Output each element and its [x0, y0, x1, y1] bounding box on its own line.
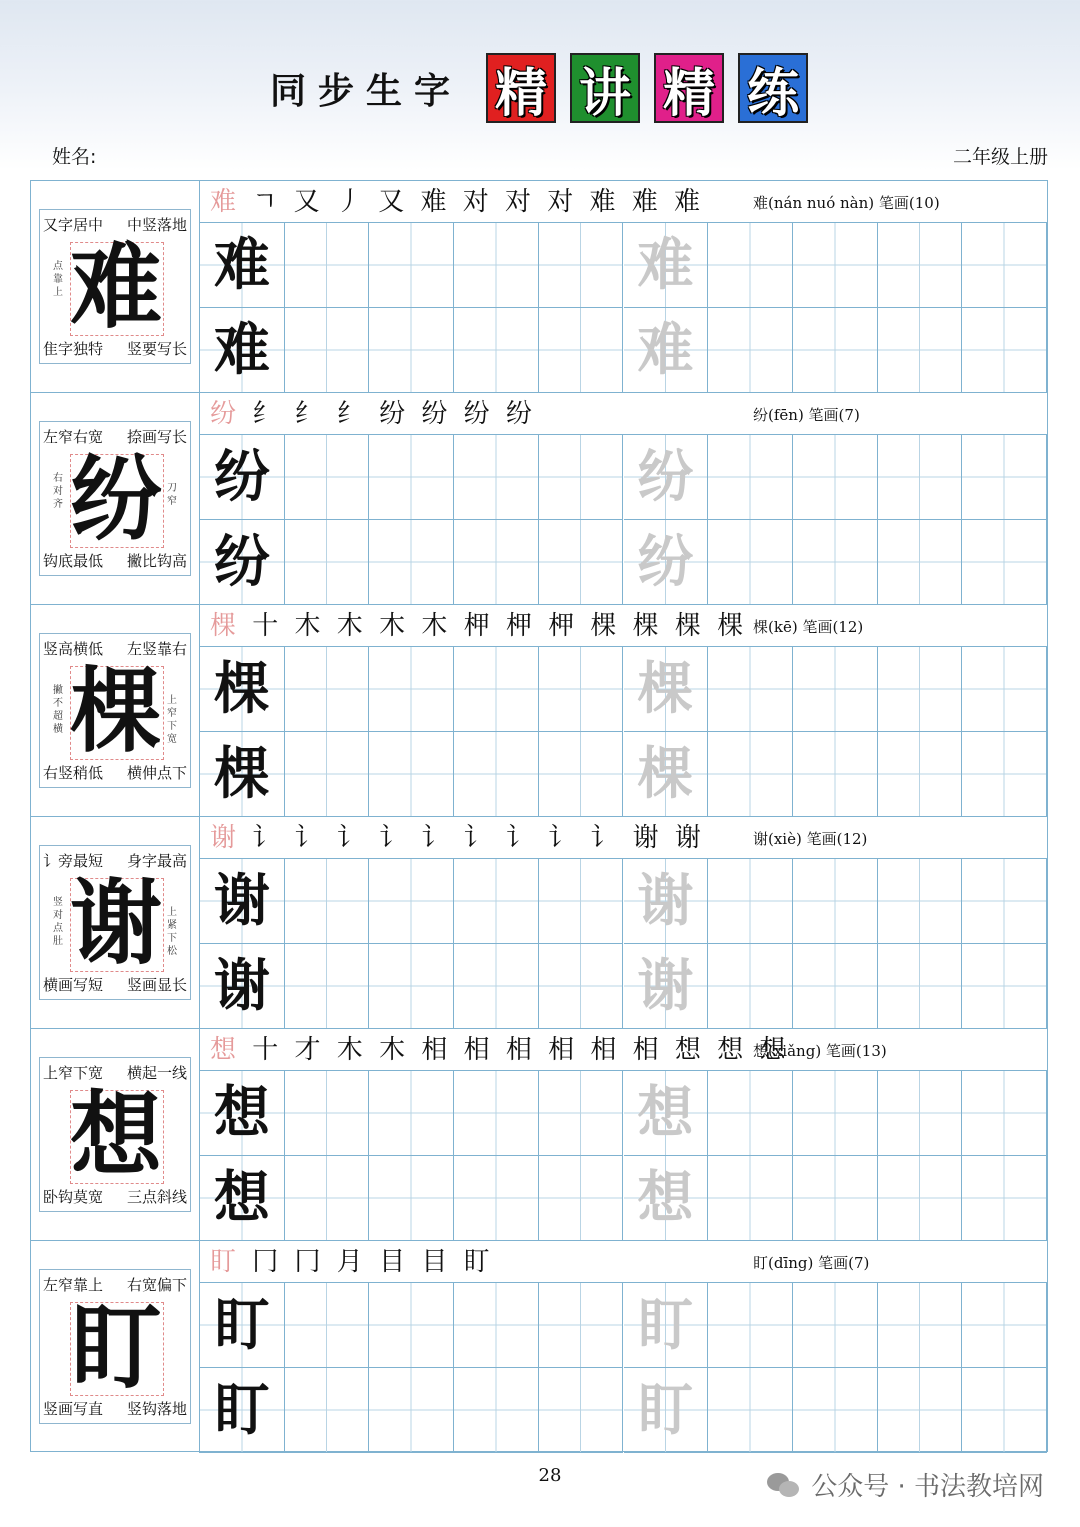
writing-cell[interactable] [624, 308, 709, 393]
practice-grid [200, 859, 1047, 1029]
writing-cell[interactable] [285, 859, 370, 944]
writing-cell[interactable] [878, 1283, 963, 1368]
writing-cell[interactable] [962, 520, 1047, 605]
writing-cell[interactable] [962, 859, 1047, 944]
writing-cell[interactable] [962, 1283, 1047, 1368]
writing-cell[interactable] [793, 732, 878, 817]
title-badge-4: 练 [738, 53, 808, 123]
tip-top-left: 上窄下宽 [43, 1064, 104, 1082]
writing-cell[interactable] [539, 308, 624, 393]
writing-cell[interactable] [962, 435, 1047, 520]
practice-grid [200, 1071, 1047, 1241]
tip-bottom-right: 竖要写长 [126, 340, 187, 358]
writing-cell[interactable] [624, 859, 709, 944]
writing-cell[interactable] [285, 308, 370, 393]
writing-cell[interactable] [285, 1283, 370, 1368]
stroke-sequence [210, 1033, 789, 1067]
writing-cell[interactable] [793, 859, 878, 944]
practice-grid [200, 647, 1047, 817]
writing-cell[interactable] [539, 859, 624, 944]
title-badge-2: 讲 [570, 53, 640, 123]
char-info: 盯(dīng) 笔画(7) [753, 1254, 870, 1272]
char-info: 难(nán nuó nàn) 笔画(10) [753, 194, 940, 212]
stroke-order-row [200, 605, 1047, 647]
model-character: 想 [69, 1082, 162, 1189]
example-character: 纷 [213, 529, 270, 595]
writing-cell[interactable] [285, 1156, 370, 1241]
trace-character: 棵 [637, 656, 694, 722]
writing-cell[interactable] [200, 520, 285, 605]
side-note-left: 竖对点肚 [53, 897, 63, 947]
stroke-trace: 谢 [210, 823, 241, 853]
tip-bottom-left: 钩底最低 [43, 552, 104, 570]
writing-cell[interactable] [962, 308, 1047, 393]
guide-card [39, 1057, 191, 1212]
writing-cell[interactable] [369, 520, 454, 605]
writing-cell[interactable] [624, 1283, 709, 1368]
stroke-sequence [210, 1245, 494, 1279]
writing-cell[interactable] [200, 1156, 285, 1241]
writing-cell[interactable] [708, 1156, 793, 1241]
writing-cell[interactable] [878, 647, 963, 732]
writing-cell[interactable] [793, 1156, 878, 1241]
tip-top-right: 右宽偏下 [126, 1276, 187, 1294]
writing-cell[interactable] [285, 1071, 370, 1156]
writing-cell[interactable] [454, 1156, 539, 1241]
char-info: 纷(fēn) 笔画(7) [753, 406, 860, 424]
stroke-trace: 难 [210, 187, 241, 217]
example-character: 谢 [213, 953, 270, 1019]
model-character: 盯 [69, 1294, 162, 1401]
stroke-trace: 纷 [210, 399, 241, 429]
writing-cell[interactable] [878, 435, 963, 520]
example-character: 棵 [213, 656, 270, 722]
writing-cell[interactable] [708, 223, 793, 308]
writing-cell[interactable] [793, 944, 878, 1029]
writing-cell[interactable] [878, 1156, 963, 1241]
trace-character: 想 [637, 1165, 694, 1231]
writing-cell[interactable] [539, 1368, 624, 1453]
page-title: 同步生字 [270, 70, 463, 112]
writing-cell[interactable] [539, 944, 624, 1029]
writing-cell[interactable] [369, 732, 454, 817]
writing-cell[interactable] [793, 1071, 878, 1156]
writing-cell[interactable] [285, 435, 370, 520]
writing-cell[interactable] [708, 859, 793, 944]
trace-character: 盯 [637, 1377, 694, 1443]
page-header [270, 52, 822, 124]
character-block [31, 1029, 1047, 1241]
writing-cell[interactable] [539, 1156, 624, 1241]
tip-bottom-right: 竖钩落地 [126, 1400, 187, 1418]
watermark [767, 1466, 1044, 1503]
writing-cell[interactable] [539, 435, 624, 520]
stroke-order-row [200, 1241, 1047, 1283]
writing-cell[interactable] [624, 732, 709, 817]
writing-cell[interactable] [200, 435, 285, 520]
practice-sheet [30, 180, 1048, 1452]
example-character: 想 [213, 1165, 270, 1231]
writing-cell[interactable] [369, 1156, 454, 1241]
writing-cell[interactable] [878, 944, 963, 1029]
writing-cell[interactable] [539, 520, 624, 605]
writing-cell[interactable] [708, 647, 793, 732]
trace-character: 棵 [637, 741, 694, 807]
trace-character: 纷 [637, 529, 694, 595]
writing-cell[interactable] [369, 1368, 454, 1453]
writing-cell[interactable] [454, 1368, 539, 1453]
stroke-order-row [200, 817, 1047, 859]
writing-cell[interactable] [454, 732, 539, 817]
writing-cell[interactable] [878, 859, 963, 944]
writing-cell[interactable] [878, 223, 963, 308]
tip-bottom-left: 右竖稍低 [43, 764, 104, 782]
writing-cell[interactable] [200, 223, 285, 308]
writing-cell[interactable] [962, 1368, 1047, 1453]
example-character: 难 [213, 317, 270, 383]
writing-cell[interactable] [878, 1368, 963, 1453]
stroke-sequence [210, 185, 704, 219]
writing-cell[interactable] [708, 1283, 793, 1368]
character-block [31, 1241, 1047, 1453]
writing-cell[interactable] [708, 308, 793, 393]
tip-top-left: 竖高横低 [43, 640, 104, 658]
writing-cell[interactable] [962, 223, 1047, 308]
writing-cell[interactable] [793, 435, 878, 520]
char-info: 想(xiǎng) 笔画(13) [753, 1042, 887, 1060]
stroke-steps: ㄱ 又 丿 又 难 对 对 对 难 难 难 [252, 187, 705, 217]
trace-character: 谢 [637, 953, 694, 1019]
writing-cell[interactable] [454, 308, 539, 393]
watermark-text: 公众号 · 书法教培网 [811, 1472, 1044, 1502]
tip-bottom-right: 横伸点下 [126, 764, 187, 782]
writing-cell[interactable] [793, 1368, 878, 1453]
writing-cell[interactable] [200, 732, 285, 817]
stroke-steps: 纟 纟 纟 纷 纷 纷 纷 [252, 399, 536, 429]
tip-top-right: 身字最高 [126, 852, 187, 870]
writing-cell[interactable] [454, 944, 539, 1029]
writing-cell[interactable] [369, 308, 454, 393]
example-character: 棵 [213, 741, 270, 807]
stroke-sequence [210, 821, 705, 855]
title-badge-1: 精 [486, 53, 556, 123]
tip-top-right: 中竖落地 [126, 216, 187, 234]
writing-cell[interactable] [454, 223, 539, 308]
writing-cell[interactable] [624, 223, 709, 308]
writing-cell[interactable] [539, 1071, 624, 1156]
writing-cell[interactable] [454, 435, 539, 520]
side-note-right: 上紧下松 [167, 907, 177, 957]
writing-cell[interactable] [200, 647, 285, 732]
writing-cell[interactable] [369, 435, 454, 520]
guide-column [31, 817, 200, 1028]
character-block [31, 605, 1047, 817]
writing-cell[interactable] [369, 859, 454, 944]
trace-character: 盯 [637, 1292, 694, 1358]
guide-column [31, 393, 200, 604]
tip-top-left: 左窄右宽 [43, 428, 104, 446]
writing-cell[interactable] [708, 1368, 793, 1453]
writing-cell[interactable] [624, 1156, 709, 1241]
writing-cell[interactable] [878, 1071, 963, 1156]
writing-cell[interactable] [369, 647, 454, 732]
writing-cell[interactable] [793, 520, 878, 605]
writing-cell[interactable] [878, 732, 963, 817]
writing-cell[interactable] [962, 732, 1047, 817]
character-block [31, 181, 1047, 393]
stroke-steps: 十 木 木 木 木 柙 柙 柙 棵 棵 棵 棵 [252, 611, 748, 641]
model-character: 谢 [69, 870, 162, 977]
stroke-sequence [210, 609, 747, 643]
writing-cell[interactable] [793, 647, 878, 732]
writing-cell[interactable] [624, 520, 709, 605]
example-character: 纷 [213, 444, 270, 510]
character-block [31, 817, 1047, 1029]
writing-cell[interactable] [369, 1283, 454, 1368]
trace-character: 难 [637, 317, 694, 383]
tip-top-right: 捺画写长 [126, 428, 187, 446]
side-note-right: 上窄下宽 [167, 695, 177, 745]
writing-cell[interactable] [539, 647, 624, 732]
guide-column [31, 605, 200, 816]
writing-cell[interactable] [200, 859, 285, 944]
trace-character: 想 [637, 1080, 694, 1146]
title-badge-3: 精 [654, 53, 724, 123]
writing-cell[interactable] [454, 1071, 539, 1156]
tip-bottom-left: 卧钩莫宽 [43, 1188, 104, 1206]
writing-cell[interactable] [624, 944, 709, 1029]
writing-cell[interactable] [539, 732, 624, 817]
page-number: 28 [538, 1465, 562, 1486]
char-info: 谢(xiè) 笔画(12) [753, 830, 868, 848]
side-note-left: 撇不超横 [53, 685, 63, 735]
writing-cell[interactable] [285, 944, 370, 1029]
tip-top-right: 左竖靠右 [126, 640, 187, 658]
writing-cell[interactable] [793, 308, 878, 393]
stroke-order-row [200, 181, 1047, 223]
trace-character: 谢 [637, 868, 694, 934]
writing-cell[interactable] [708, 944, 793, 1029]
writing-cell[interactable] [793, 223, 878, 308]
practice-grid [200, 1283, 1047, 1453]
trace-character: 难 [637, 232, 694, 298]
practice-grid [200, 223, 1047, 393]
writing-cell[interactable] [285, 1368, 370, 1453]
writing-cell[interactable] [454, 859, 539, 944]
example-character: 谢 [213, 868, 270, 934]
tip-bottom-left: 竖画写直 [43, 1400, 104, 1418]
stroke-steps: 讠 讠 讠 讠 讠 讠 讠 讠 讠 谢 谢 [252, 823, 705, 853]
trace-character: 纷 [637, 444, 694, 510]
stroke-sequence [210, 397, 536, 431]
guide-card [39, 633, 191, 788]
guide-column [31, 181, 200, 392]
writing-cell[interactable] [285, 732, 370, 817]
grade-label: 二年级上册 [952, 146, 1048, 168]
stroke-steps: 十 才 木 木 相 相 相 相 相 相 想 想 想 [252, 1035, 790, 1065]
example-character: 想 [213, 1080, 270, 1146]
model-character: 难 [69, 234, 162, 341]
writing-cell[interactable] [200, 308, 285, 393]
writing-cell[interactable] [708, 435, 793, 520]
writing-cell[interactable] [708, 732, 793, 817]
wechat-icon [767, 1471, 801, 1499]
tip-bottom-right: 竖画显长 [126, 976, 187, 994]
writing-cell[interactable] [454, 520, 539, 605]
name-label: 姓名: [52, 146, 97, 168]
guide-card [39, 421, 191, 576]
model-character: 棵 [69, 658, 162, 765]
writing-cell[interactable] [624, 1071, 709, 1156]
guide-card [39, 845, 191, 1000]
tip-bottom-left: 横画写短 [43, 976, 104, 994]
writing-cell[interactable] [624, 1368, 709, 1453]
guide-card [39, 209, 191, 364]
writing-cell[interactable] [708, 520, 793, 605]
tip-top-left: 又字居中 [43, 216, 104, 234]
writing-cell[interactable] [454, 647, 539, 732]
stroke-trace: 棵 [210, 611, 241, 641]
writing-cell[interactable] [793, 1283, 878, 1368]
stroke-order-row [200, 393, 1047, 435]
tip-bottom-right: 撇比钩高 [126, 552, 187, 570]
tip-bottom-right: 三点斜线 [126, 1188, 187, 1206]
example-character: 盯 [213, 1292, 270, 1358]
stroke-steps: 冂 冂 月 目 目 盯 [252, 1247, 494, 1277]
example-character: 难 [213, 232, 270, 298]
practice-grid [200, 435, 1047, 605]
writing-cell[interactable] [624, 435, 709, 520]
writing-cell[interactable] [962, 647, 1047, 732]
writing-cell[interactable] [369, 944, 454, 1029]
model-character: 纷 [69, 446, 162, 553]
writing-cell[interactable] [539, 223, 624, 308]
writing-cell[interactable] [285, 223, 370, 308]
guide-column [31, 1241, 200, 1453]
character-block [31, 393, 1047, 605]
writing-cell[interactable] [962, 944, 1047, 1029]
writing-cell[interactable] [285, 520, 370, 605]
tip-top-left: 讠旁最短 [43, 852, 104, 870]
writing-cell[interactable] [200, 1368, 285, 1453]
char-info: 棵(kē) 笔画(12) [753, 618, 864, 636]
stroke-trace: 盯 [210, 1247, 241, 1277]
writing-cell[interactable] [878, 520, 963, 605]
writing-cell[interactable] [624, 647, 709, 732]
writing-cell[interactable] [200, 1071, 285, 1156]
stroke-trace: 想 [210, 1035, 241, 1065]
writing-cell[interactable] [708, 1071, 793, 1156]
guide-card [39, 1269, 191, 1424]
side-note-left: 点靠上 [53, 261, 63, 298]
writing-cell[interactable] [454, 1283, 539, 1368]
writing-cell[interactable] [369, 223, 454, 308]
stroke-order-row [200, 1029, 1047, 1071]
side-note-left: 右对齐 [53, 473, 63, 510]
tip-bottom-left: 隹字独特 [43, 340, 104, 358]
writing-cell[interactable] [285, 647, 370, 732]
writing-cell[interactable] [200, 1283, 285, 1368]
tip-top-right: 横起一线 [126, 1064, 187, 1082]
example-character: 盯 [213, 1377, 270, 1443]
writing-cell[interactable] [200, 944, 285, 1029]
writing-cell[interactable] [369, 1071, 454, 1156]
writing-cell[interactable] [962, 1156, 1047, 1241]
writing-cell[interactable] [962, 1071, 1047, 1156]
writing-cell[interactable] [539, 1283, 624, 1368]
tip-top-left: 左窄靠上 [43, 1276, 104, 1294]
guide-column [31, 1029, 200, 1240]
side-note-right: 刀窄 [167, 483, 177, 507]
writing-cell[interactable] [878, 308, 963, 393]
